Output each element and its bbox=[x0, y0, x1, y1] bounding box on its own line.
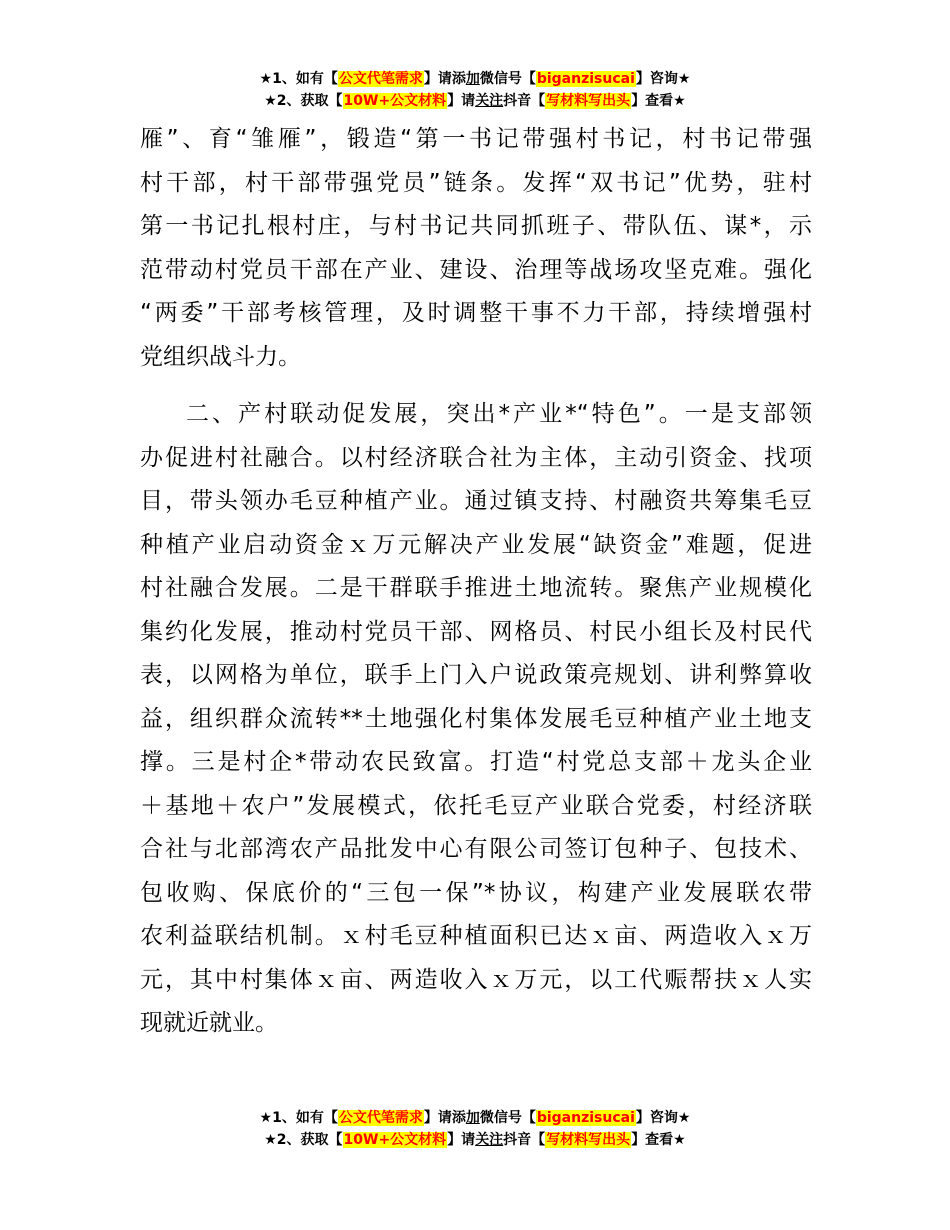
banner-emphasis: 关注 bbox=[475, 93, 504, 109]
banner-line-2 bbox=[0, 1129, 950, 1151]
banner-line-1 bbox=[0, 68, 950, 90]
footer-banner bbox=[0, 1107, 950, 1151]
text-line: 农利益联结机制。ｘ村毛豆种植面积已达ｘ亩、两造收入ｘ万 bbox=[140, 923, 812, 949]
highlight-douyin-account: 写材料写出头 bbox=[546, 93, 631, 109]
banner-text: 】咨询★ bbox=[635, 71, 691, 87]
text-line: 办促进村社融合。以村经济联合社为主体，主动引资金、找项 bbox=[140, 444, 812, 471]
text-line: 集约化发展，推动村党员干部、网格员、村民小组长及村民代 bbox=[140, 618, 812, 645]
text-line: 二、产村联动促发展，突出*产业*“特色”。一是支部领 bbox=[186, 401, 812, 427]
text-line: 第一书记扎根村庄，与村书记共同抓班子、带队伍、谋*，示 bbox=[140, 213, 812, 239]
banner-text: 】请 bbox=[447, 1132, 476, 1148]
highlight-materials: 10W+公文材料 bbox=[343, 93, 447, 109]
highlight-service: 公文代笔需求 bbox=[338, 1110, 423, 1126]
banner-emphasis: 加 bbox=[465, 71, 480, 87]
banner-emphasis: 加 bbox=[465, 1110, 480, 1126]
highlight-wechat-id: biganzisucai bbox=[536, 1110, 635, 1126]
text-line: 益，组织群众流转**土地强化村集体发展毛豆种植产业土地支 bbox=[140, 705, 812, 732]
paragraph-1 bbox=[140, 118, 812, 379]
document-body bbox=[140, 118, 812, 1046]
banner-text: 微信号【 bbox=[479, 71, 536, 87]
header-banner bbox=[0, 68, 950, 112]
text-line: 村社融合发展。二是干群联手推进土地流转。聚焦产业规模化 bbox=[140, 575, 812, 601]
paragraph-2 bbox=[140, 393, 812, 1046]
text-line: 撑。三是村企*带动农民致富。打造“村党总支部＋龙头企业 bbox=[140, 749, 812, 775]
banner-text: ★1、如有【 bbox=[259, 71, 338, 87]
text-line: 包收购、保底价的“三包一保”*协议，构建产业发展联农带 bbox=[140, 879, 812, 906]
banner-text: 微信号【 bbox=[479, 1110, 536, 1126]
banner-text: 】请 bbox=[447, 93, 476, 109]
banner-text: 抖音【 bbox=[503, 1132, 546, 1148]
text-line: 表，以网格为单位，联手上门入户说政策亮规划、讲利弊算收 bbox=[140, 662, 812, 688]
text-line: 元，其中村集体ｘ亩、两造收入ｘ万元，以工代赈帮扶ｘ人实 bbox=[140, 966, 812, 993]
text-line: 范带动村党员干部在产业、建设、治理等战场攻坚克难。强化 bbox=[140, 256, 812, 283]
banner-line-1 bbox=[0, 1107, 950, 1129]
banner-emphasis: 关注 bbox=[475, 1132, 504, 1148]
banner-text: 】请添 bbox=[423, 1110, 466, 1126]
text-line: 现就近就业。 bbox=[140, 1010, 278, 1036]
highlight-service: 公文代笔需求 bbox=[338, 71, 423, 87]
highlight-douyin-account: 写材料写出头 bbox=[546, 1132, 631, 1148]
highlight-materials: 10W+公文材料 bbox=[343, 1132, 447, 1148]
banner-text: ★1、如有【 bbox=[259, 1110, 338, 1126]
highlight-wechat-id: biganzisucai bbox=[536, 71, 635, 87]
banner-text: 抖音【 bbox=[503, 93, 546, 109]
banner-text: 】查看★ bbox=[631, 1132, 686, 1148]
text-line: 合社与北部湾农产品批发中心有限公司签订包种子、包技术、 bbox=[140, 836, 812, 862]
text-line: 种植产业启动资金ｘ万元解决产业发展“缺资金”难题，促进 bbox=[140, 531, 812, 558]
text-line: 目，带头领办毛豆种植产业。通过镇支持、村融资共筹集毛豆 bbox=[140, 488, 812, 514]
text-line: “两委”干部考核管理，及时调整干事不力干部，持续增强村 bbox=[140, 300, 812, 326]
text-line: 雁”、育“雏雁”，锻造“第一书记带强村书记，村书记带强 bbox=[140, 126, 812, 152]
paragraph-gap bbox=[140, 379, 812, 393]
banner-text: 】查看★ bbox=[631, 93, 686, 109]
banner-line-2 bbox=[0, 90, 950, 112]
banner-text: 】咨询★ bbox=[635, 1110, 691, 1126]
text-line: 党组织战斗力。 bbox=[140, 343, 301, 370]
text-line: 村干部，村干部带强党员”链条。发挥“双书记”优势，驻村 bbox=[140, 169, 812, 196]
banner-text: ★2、获取【 bbox=[264, 1132, 343, 1148]
banner-text: ★2、获取【 bbox=[264, 93, 343, 109]
text-line: ＋基地＋农户”发展模式，依托毛豆产业联合党委，村经济联 bbox=[140, 792, 812, 819]
banner-text: 】请添 bbox=[423, 71, 466, 87]
